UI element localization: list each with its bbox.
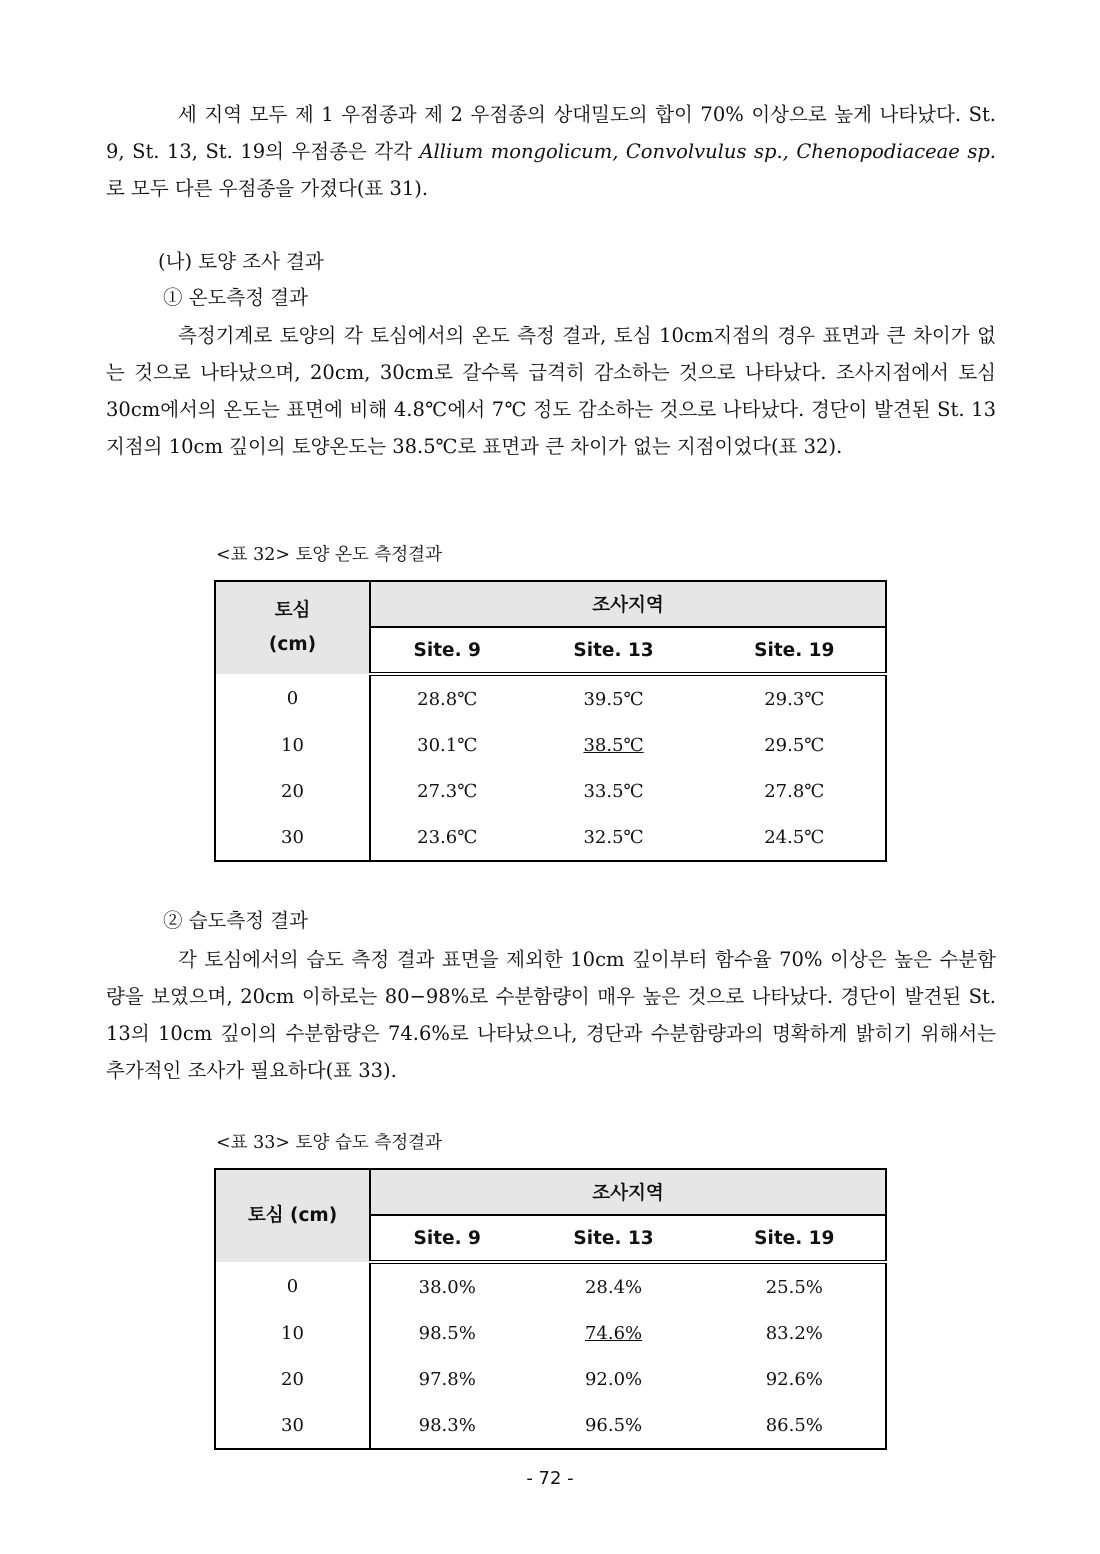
depth-header-line1: 토심 [274,600,311,621]
value-cell: 30.1℃ [417,734,478,756]
depth-cell: 0 [215,674,370,722]
paragraph-text-end: 로 모두 다른 우점종을 가졌다(표 31). [106,177,429,200]
value-cell [523,722,703,768]
depth-cell: 0 [215,1262,370,1310]
value-cell: 97.8% [418,1368,476,1390]
table-row [215,1310,886,1356]
value-cell: 98.3% [418,1414,476,1436]
value-cell: 92.0% [584,1368,643,1390]
value-cell: 27.8℃ [764,780,825,802]
site-header: Site. 13 [523,627,703,674]
value-cell: 98.5% [418,1322,476,1344]
depth-cell: 20 [215,768,370,814]
table-row [215,1356,886,1402]
site-header: Site. 9 [370,1215,523,1262]
site-header: Site. 19 [704,1215,886,1262]
value-cell: 86.5% [765,1414,823,1436]
temperature-heading: ① 온도측정 결과 [163,286,308,309]
value-cell: 25.5% [765,1276,823,1298]
site-header: Site. 19 [704,627,886,674]
paragraph-text: 세 지역 모두 제 1 우점종과 제 2 우점종의 상대밀도의 합이 70% 이상으로 높게 나타났다. St. 9, St. 13, St. 19의 우점종은 각각 [106,103,996,163]
temperature-text: 측정기계로 토양의 각 토심에서의 온도 측정 결과, 토심 10cm지점의 경우 표면과 큰 차이가 없는 것으로 나타났으며, 20cm, 30cm로 갈수록 급격히 감소하는 것으로 나타났다. 조사지점에서 토심 30cm에서의 온도는 표면에 비해 4.8℃에서 7℃ 정도 감소하는 것으로 나타났다. 경단이 발견된 St. 13지점의 10cm 깊이의 토양온도는 38.5℃로 표면과 큰 차이가 없는 지점이었다(표 32). [106,324,996,458]
table-row [215,674,886,722]
value-cell: 33.5℃ [583,780,644,802]
table-row [215,1402,886,1449]
species-names: Allium mongolicum, Convolvulus sp., Chenopodiaceae sp. [419,140,997,163]
depth-cell: 30 [215,814,370,861]
table32-caption: <표 32> 토양 온도 측정결과 [216,545,442,565]
value-cell: 29.3℃ [764,688,825,710]
paragraph-dominant-species [106,96,996,207]
highlighted-value: 38.5℃ [583,734,644,756]
depth-cell: 30 [215,1402,370,1449]
value-cell: 28.4% [584,1276,643,1298]
site-header: Site. 9 [370,627,523,674]
section-heading: (나) 토양 조사 결과 [158,250,324,273]
site-header: Site. 13 [523,1215,703,1262]
value-cell: 32.5℃ [583,826,644,848]
value-cell: 28.8℃ [417,688,478,710]
table33-caption: <표 33> 토양 습도 측정결과 [216,1133,442,1153]
value-cell: 39.5℃ [583,688,644,710]
survey-area-header: 조사지역 [370,1169,886,1215]
depth-header-line2: (cm) [268,634,317,655]
value-cell: 23.6℃ [417,826,478,848]
depth-header [215,581,370,674]
table-row [215,768,886,814]
table-row [215,1262,886,1310]
value-cell: 96.5% [584,1414,643,1436]
value-cell: 83.2% [765,1322,823,1344]
value-cell [523,1310,703,1356]
value-cell: 29.5℃ [764,734,825,756]
soil-temperature-table [214,580,887,862]
depth-cell: 20 [215,1356,370,1402]
value-cell: 38.0% [418,1276,476,1298]
depth-cell: 10 [215,1310,370,1356]
value-cell: 27.3℃ [417,780,478,802]
humidity-text: 각 토심에서의 습도 측정 결과 표면을 제외한 10cm 깊이부터 함수율 70% 이상은 높은 수분함량을 보였으며, 20cm 이하로는 80−98%로 수분함량이 매우 높은 것으로 나타났다. 경단이 발견된 St. 13의 10cm 깊이의 수분함량은 74.6%로 나타났으나, 경단과 수분함량과의 명확하게 밝히기 위해서는 추가적인 조사가 필요하다(표 33). [106,948,996,1082]
value-cell: 24.5℃ [764,826,825,848]
depth-header: 토심 (cm) [215,1169,370,1262]
paragraph-temperature [106,317,996,465]
survey-area-header: 조사지역 [370,581,886,627]
paragraph-humidity [106,941,996,1089]
highlighted-value: 74.6% [584,1322,643,1344]
table-row [215,722,886,768]
depth-cell: 10 [215,722,370,768]
table-row [215,814,886,861]
page-number: - 72 - [526,1468,574,1489]
humidity-heading: ② 습도측정 결과 [163,909,308,932]
value-cell: 92.6% [765,1368,823,1390]
soil-humidity-table [214,1168,887,1450]
